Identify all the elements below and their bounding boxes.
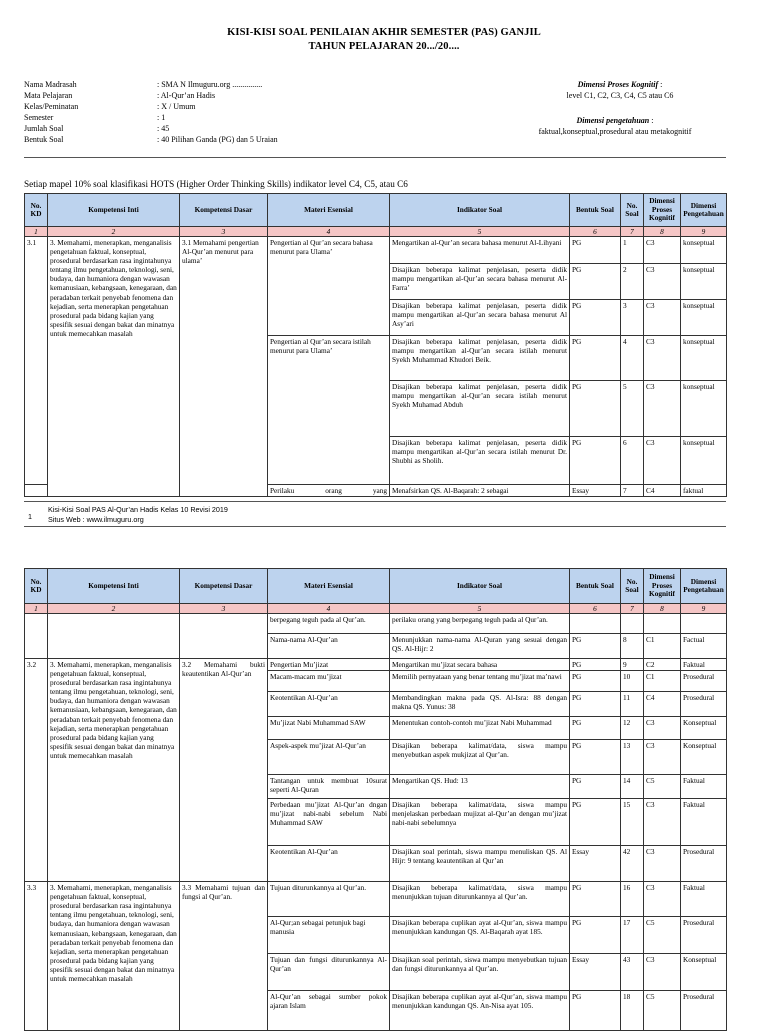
kd-text: 3.3 Memahami tujuan dan fungsi al Qur’an. xyxy=(180,882,268,1031)
dim-peng-cell: Konseptual xyxy=(681,740,727,775)
bentuk-cell: PG xyxy=(570,671,621,692)
dim-proses-cell: C3 xyxy=(644,882,681,917)
header-no-kd: No. KD xyxy=(25,569,48,604)
materi-cell: Al-Qur’an sebagai sumber pokok ajaran Islam xyxy=(268,991,390,1031)
indikator-cell: Menafsirkan QS. Al-Baqarah: 2 sebagai xyxy=(390,485,570,497)
indikator-cell: Menunjukkan nama-nama Al-Quran yang sesuai dengan QS. Al-Hijr: 2 xyxy=(390,634,570,659)
kd-text: 3.2 Memahami bukti keautentikan Al-Qur’an xyxy=(180,659,268,882)
header-no-kd: No. KD xyxy=(25,194,48,227)
dim-peng-cell: Faktual xyxy=(681,882,727,917)
header-bentuk: Bentuk Soal xyxy=(570,569,621,604)
col-number: 9 xyxy=(681,227,727,237)
col-number: 8 xyxy=(644,604,681,614)
bentuk-cell: PG xyxy=(570,991,621,1031)
ki-text: 3. Memahami, menerapkan, menganalisis pengetahuan faktual, konseptual, prosedural berdasarkan rasa ingintahunya tentang ilmu pengetahuan, teknologi, seni, budaya, dan humaniora dengan wawasan kemanusiaan, kebangsaan, kenegaraan, dan peradaban terkait penyebab fenomena dan kejadian, serta menerapkan pengetahuan prosedural pada bidang kajian yang spesifik sesuai dengan bakat dan minatnya untuk memecahkan masalah xyxy=(48,659,180,882)
kd-number: 3.3 xyxy=(25,882,48,1031)
dim-proses-cell: C3 xyxy=(644,336,681,381)
no-soal-cell: 1 xyxy=(621,237,644,264)
header-indikator: Indikator Soal xyxy=(390,194,570,227)
no-soal-cell: 12 xyxy=(621,717,644,740)
header-dim-proses: Dimensi Proses Kognitif xyxy=(644,569,681,604)
dim-proses-cell: C4 xyxy=(644,485,681,497)
bentuk-cell: PG xyxy=(570,336,621,381)
dim-peng-cell: Prosedural xyxy=(681,846,727,882)
indikator-cell: perilaku orang yang berpegang teguh pada al Qur’an. xyxy=(390,614,570,634)
dim-peng-cell: konseptual xyxy=(681,437,727,485)
no-soal-cell: 6 xyxy=(621,437,644,485)
materi-cell: Pengertian Mu’jizat xyxy=(268,659,390,671)
kisi-table-page2 xyxy=(24,568,727,1031)
dim-proses-cell: C5 xyxy=(644,775,681,799)
header-bentuk: Bentuk Soal xyxy=(570,194,621,227)
no-soal-cell: 11 xyxy=(621,692,644,717)
table-row xyxy=(25,882,727,917)
materi-cell: Perilaku orang yang xyxy=(268,485,390,497)
header-kd: Kompetensi Dasar xyxy=(180,569,268,604)
kd-text: 3.1 Memahami pengertian Al-Qur’an menurut para ulama’ xyxy=(180,237,268,497)
dim-proses-cell: C3 xyxy=(644,437,681,485)
info-value: : 45 xyxy=(157,124,170,133)
indikator-cell: Disajikan beberapa kalimat/data, siswa mampu menjelaskan perbedaan mujizat al-Qur’an dengan mu’jizat nabi-nabi sebelumnya xyxy=(390,799,570,846)
dim-peng-cell: Faktual xyxy=(681,799,727,846)
materi-cell: Pengertian al Qur’an secara istilah menurut para Ulama’ xyxy=(268,336,390,485)
dim-proses-cell: C3 xyxy=(644,300,681,336)
header-ki: Kompetensi Inti xyxy=(48,569,180,604)
col-number: 7 xyxy=(621,604,644,614)
dim-peng-cell: konseptual xyxy=(681,300,727,336)
ki-text xyxy=(48,614,180,659)
header-ki: Kompetensi Inti xyxy=(48,194,180,227)
dim-peng-cell: konseptual xyxy=(681,336,727,381)
header-no-soal: No. Soal xyxy=(621,194,644,227)
dim-proses-cell: C3 xyxy=(644,846,681,882)
materi-cell: Tantangan untuk membuat 10surat seperti Al-Quran xyxy=(268,775,390,799)
no-soal-cell: 14 xyxy=(621,775,644,799)
indikator-cell: Disajikan beberapa kalimat penjelasan, peserta didik mampu mengartikan al-Qur’an secara istilah menurut Syekh Muhammad Khudori Beik. xyxy=(390,336,570,381)
info-label: Semester xyxy=(24,113,54,122)
col-number: 7 xyxy=(621,227,644,237)
dim-proses-cell: C3 xyxy=(644,264,681,300)
bentuk-cell: PG xyxy=(570,717,621,740)
footer-website: Situs Web : www.ilmuguru.org xyxy=(48,515,144,524)
col-number: 5 xyxy=(390,227,570,237)
bentuk-cell: PG xyxy=(570,775,621,799)
indikator-cell: Disajikan beberapa kalimat penjelasan, peserta didik mampu mengartikan al-Qur’an secara bahasa menurut Al Asy’ari xyxy=(390,300,570,336)
col-number: 8 xyxy=(644,227,681,237)
dim-kognitif-colon: : xyxy=(658,80,663,89)
dim-pengetahuan-label: Dimensi pengetahuan xyxy=(576,116,650,125)
indikator-cell: Membandingkan makna pada QS. Al-Isra: 88 dengan makna QS. Yunus: 38 xyxy=(390,692,570,717)
info-value: : Al-Qur’an Hadis xyxy=(157,91,216,100)
no-soal-cell: 5 xyxy=(621,381,644,437)
header-dim-pengetahuan: Dimensi Pengetahuan xyxy=(681,569,727,604)
col-number: 5 xyxy=(390,604,570,614)
bentuk-cell: PG xyxy=(570,634,621,659)
bentuk-cell: PG xyxy=(570,882,621,917)
kd-text xyxy=(180,614,268,659)
hots-note: Setiap mapel 10% soal klasifikasi HOTS (Higher Order Thinking Skills) indikator level C4, C5, atau C6 xyxy=(24,179,408,189)
no-soal-cell: 3 xyxy=(621,300,644,336)
dim-peng-cell: Prosedural xyxy=(681,991,727,1031)
indikator-cell: Mengartikan QS. Hud: 13 xyxy=(390,775,570,799)
dim-pengetahuan xyxy=(500,116,730,137)
no-soal-cell: 7 xyxy=(621,485,644,497)
header-indikator: Indikator Soal xyxy=(390,569,570,604)
dim-proses-cell: C3 xyxy=(644,799,681,846)
dim-peng-cell: Prosedural xyxy=(681,692,727,717)
info-label: Kelas/Peminatan xyxy=(24,102,79,111)
dim-kognitif-label: Dimensi Proses Kognitif xyxy=(577,80,659,89)
materi-cell: Nama-nama Al-Qur’an xyxy=(268,634,390,659)
kd-number: 3.2 xyxy=(25,659,48,882)
doc-title-line2: TAHUN PELAJARAN 20.../20.... xyxy=(308,41,460,52)
indikator-cell: Menentukan contoh-contoh mu’jizat Nabi Muhammad xyxy=(390,717,570,740)
bentuk-cell: PG xyxy=(570,300,621,336)
indikator-cell: Disajikan beberapa kalimat penjelasan, peserta didik mampu mengartikan al-Qur’an secara bahasa menurut Al-Farra’ xyxy=(390,264,570,300)
indikator-cell: Disajikan beberapa cuplikan ayat al-Qur’an, siswa mampu menunjukkan kandungan QS. An-Nisa ayat 105. xyxy=(390,991,570,1031)
bentuk-cell: PG xyxy=(570,740,621,775)
bentuk-cell: PG xyxy=(570,692,621,717)
dim-peng-cell: konseptual xyxy=(681,264,727,300)
col-number: 9 xyxy=(681,604,727,614)
bentuk-cell: PG xyxy=(570,437,621,485)
no-soal-cell: 43 xyxy=(621,954,644,991)
no-soal-cell: 18 xyxy=(621,991,644,1031)
indikator-cell: Disajikan beberapa kalimat penjelasan, peserta didik mampu mengartikan al-Qur’an secara istilah menurut Syekh Muhamad Abduh xyxy=(390,381,570,437)
materi-cell: Pengertian al Qur’an secara bahasa menurut para Ulama’ xyxy=(268,237,390,336)
bentuk-cell xyxy=(570,614,621,634)
dim-pengetahuan-value: faktual,konseptual,prosedural atau metakognitif xyxy=(538,126,692,136)
dim-peng-cell: Konseptual xyxy=(681,717,727,740)
no-soal-cell: 15 xyxy=(621,799,644,846)
dim-proses-cell: C5 xyxy=(644,991,681,1031)
dim-proses-cell: C2 xyxy=(644,659,681,671)
header-kd: Kompetensi Dasar xyxy=(180,194,268,227)
materi-cell: Mu’jizat Nabi Muhammad SAW xyxy=(268,717,390,740)
indikator-cell: Disajikan beberapa cuplikan ayat al-Qur’an, siswa mampu menunjukkan kandungan QS. Al-Baqarah ayat 185. xyxy=(390,917,570,954)
no-soal-cell: 16 xyxy=(621,882,644,917)
indikator-cell: Memilih pernyataan yang benar tentang mu’jizat ma’nawi xyxy=(390,671,570,692)
dim-proses-cell: C1 xyxy=(644,634,681,659)
bentuk-cell: PG xyxy=(570,659,621,671)
materi-cell: Keotentikan Al-Qur’an xyxy=(268,846,390,882)
dim-kognitif xyxy=(530,80,710,101)
col-number: 4 xyxy=(268,227,390,237)
indikator-cell: Mengartikan mu’jizat secara bahasa xyxy=(390,659,570,671)
indikator-cell: Disajikan soal perintah, siswa mampu menyebutkan tujuan dan fungsi diturunkannya al Qur’an. xyxy=(390,954,570,991)
table-row xyxy=(25,659,727,671)
col-number: 2 xyxy=(48,604,180,614)
col-number: 3 xyxy=(180,604,268,614)
no-soal-cell: 17 xyxy=(621,917,644,954)
no-soal-cell: 2 xyxy=(621,264,644,300)
info-value: : X / Umum xyxy=(157,102,196,111)
dim-peng-cell: Prosedural xyxy=(681,917,727,954)
dim-proses-cell: C4 xyxy=(644,692,681,717)
col-number: 3 xyxy=(180,227,268,237)
materi-cell: berpegang teguh pada al Qur’an. xyxy=(268,614,390,634)
indikator-cell: Disajikan beberapa kalimat/data, siswa mampu menunjukkan tujuan diturunkannya al Qur’an. xyxy=(390,882,570,917)
dim-peng-cell: Faktual xyxy=(681,775,727,799)
dim-peng-cell: konseptual xyxy=(681,381,727,437)
dim-proses-cell: C5 xyxy=(644,917,681,954)
col-number: 6 xyxy=(570,604,621,614)
dim-proses-cell: C3 xyxy=(644,381,681,437)
col-number: 6 xyxy=(570,227,621,237)
info-label: Mata Pelajaran xyxy=(24,91,73,100)
kd-number xyxy=(25,485,48,497)
bentuk-cell: Essay xyxy=(570,485,621,497)
bentuk-cell: PG xyxy=(570,381,621,437)
footer-doc-name: Kisi-Kisi Soal PAS Al-Qur’an Hadis Kelas 10 Revisi 2019 xyxy=(48,505,228,514)
no-soal-cell: 42 xyxy=(621,846,644,882)
dim-peng-cell: Faktual xyxy=(681,659,727,671)
indikator-cell: Mengartikan al-Qur’an secara bahasa menurut Al-Lihyani xyxy=(390,237,570,264)
dim-peng-cell: Prosedural xyxy=(681,671,727,692)
materi-cell: Tujuan dan fungsi diturunkannya Al-Qur’an xyxy=(268,954,390,991)
dim-proses-cell: C1 xyxy=(644,671,681,692)
table-row xyxy=(25,237,727,264)
info-label: Bentuk Soal xyxy=(24,135,64,144)
indikator-cell: Disajikan beberapa kalimat penjelasan, peserta didik mampu mengartikan al-Qur’an secara istilah menurut Dr. Shubhi as Sholih. xyxy=(390,437,570,485)
materi-cell: Tujuan diturunkannya al Qur’an. xyxy=(268,882,390,917)
info-value: : SMA N Ilmuguru.org ............... xyxy=(157,80,263,89)
ki-text: 3. Memahami, menerapkan, menganalisis pengetahuan faktual, konseptual, prosedural berdasarkan rasa ingintahunya tentang ilmu pengetahuan, teknologi, seni, budaya, dan humaniora dengan wawasan kemanusiaan, kebangsaan, kenegaraan, dan peradaban terkait penyebab fenomena dan kejadian, serta menerapkan pengetahuan prosedural pada bidang kajian yang spesifik sesuai dengan bakat dan minatnya untuk memecahkan masalah xyxy=(48,882,180,1031)
footer-page-number: 1 xyxy=(28,512,32,521)
indikator-cell: Disajikan beberapa kalimat/data, siswa mampu menyebutkan aspek mukjizat al Qur’an. xyxy=(390,740,570,775)
header-dim-pengetahuan: Dimensi Pengetahuan xyxy=(681,194,727,227)
dim-proses-cell: C3 xyxy=(644,717,681,740)
header-dim-proses: Dimensi Proses Kognitif xyxy=(644,194,681,227)
materi-cell: Aspek-aspek mu’jizat Al-Qur’an xyxy=(268,740,390,775)
dim-proses-cell: C3 xyxy=(644,237,681,264)
col-number: 1 xyxy=(25,604,48,614)
materi-cell: Al-Qur;an sebagai petunjuk bagi manusia xyxy=(268,917,390,954)
dim-peng-cell: konseptual xyxy=(681,237,727,264)
no-soal-cell: 10 xyxy=(621,671,644,692)
no-soal-cell: 13 xyxy=(621,740,644,775)
dim-peng-cell xyxy=(681,614,727,634)
dim-peng-cell: Factual xyxy=(681,634,727,659)
bentuk-cell: PG xyxy=(570,917,621,954)
col-number: 1 xyxy=(25,227,48,237)
col-number: 4 xyxy=(268,604,390,614)
indikator-cell: Disajikan soal perintah, siswa mampu menuliskan QS. Al Hijr: 9 tentang keautentikan al Qur’an xyxy=(390,846,570,882)
dim-proses-cell: C3 xyxy=(644,740,681,775)
materi-cell: Perbedaan mu’jizat Al-Qur’an dngan mu’jizat nabi-nabi sebelum Nabi Muhammad SAW xyxy=(268,799,390,846)
dim-proses-cell xyxy=(644,614,681,634)
bentuk-cell: Essay xyxy=(570,954,621,991)
kd-number xyxy=(25,614,48,659)
ki-text: 3. Memahami, menerapkan, menganalisis pengetahuan faktual, konseptual, prosedural berdasarkan rasa ingintahunya tentang ilmu pengetahuan, teknologi, seni, budaya, dan humaniora dengan wawasan kemanusiaan, kebangsaan, kenegaraan, dan peradaban terkait penyebab fenomena dan kejadian, serta menerapkan pengetahuan prosedural pada bidang kajian yang spesifik sesuai dengan bakat dan minatnya untuk memecahkan masalah xyxy=(48,237,180,497)
doc-title-line1: KISI-KISI SOAL PENILAIAN AKHIR SEMESTER (PAS) GANJIL xyxy=(227,27,541,38)
no-soal-cell: 9 xyxy=(621,659,644,671)
no-soal-cell xyxy=(621,614,644,634)
bentuk-cell: Essay xyxy=(570,846,621,882)
dim-kognitif-value: level C1, C2, C3, C4, C5 atau C6 xyxy=(566,90,674,100)
divider xyxy=(24,157,726,158)
bentuk-cell: PG xyxy=(570,264,621,300)
header-materi: Materi Esensial xyxy=(268,194,390,227)
kisi-table-page1 xyxy=(24,193,727,497)
info-value: : 40 Pilihan Ganda (PG) dan 5 Uraian xyxy=(157,135,278,144)
dim-peng-cell: faktual xyxy=(681,485,727,497)
col-number: 2 xyxy=(48,227,180,237)
no-soal-cell: 8 xyxy=(621,634,644,659)
materi-cell: Keotentikan Al-Qur’an xyxy=(268,692,390,717)
info-label: Jumlah Soal xyxy=(24,124,64,133)
materi-cell: Macam-macam mu’jizat xyxy=(268,671,390,692)
header-materi: Materi Esensial xyxy=(268,569,390,604)
dim-proses-cell: C3 xyxy=(644,954,681,991)
dim-pengetahuan-colon: : xyxy=(649,116,654,125)
no-soal-cell: 4 xyxy=(621,336,644,381)
info-value: : 1 xyxy=(157,113,166,122)
bentuk-cell: PG xyxy=(570,799,621,846)
bentuk-cell: PG xyxy=(570,237,621,264)
table-row xyxy=(25,614,727,634)
dim-peng-cell: Konseptual xyxy=(681,954,727,991)
kd-number: 3.1 xyxy=(25,237,48,485)
info-label: Nama Madrasah xyxy=(24,80,77,89)
header-no-soal: No. Soal xyxy=(621,569,644,604)
